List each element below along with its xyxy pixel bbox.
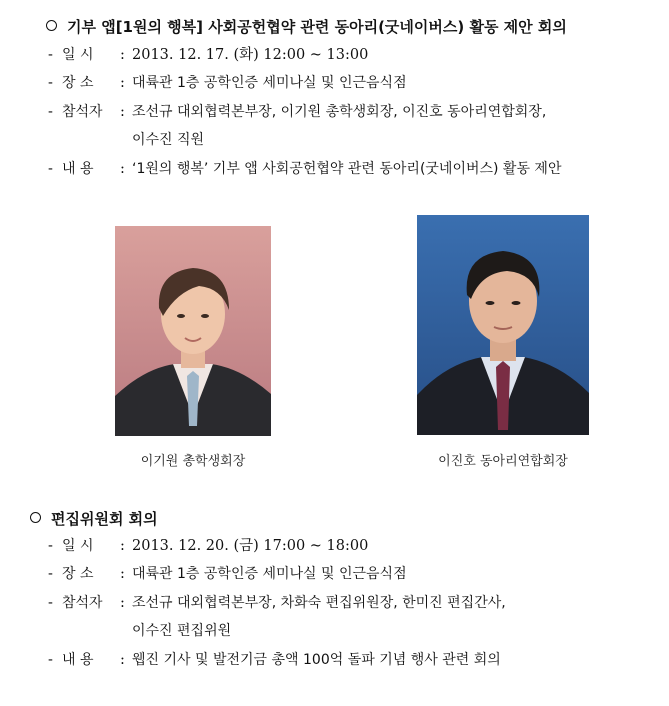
photo-president [115,226,271,436]
meeting2-place-row: - 장 소 : 대륙관 1층 공학인증 세미나실 및 인근음식점 [48,563,407,585]
row-label: 참석자 [62,104,103,120]
row-value: 조선규 대외협력본부장, 이기원 총학생회장, 이진호 동아리연합회장, [132,104,547,120]
meeting2-attendees-row: - 참석자 : 조선규 대외협력본부장, 차화숙 편집위원장, 한미진 편집간사, [48,592,506,614]
row-value: 웹진 기사 및 발전기금 총액 100억 돌파 기념 행사 관련 회의 [132,652,501,668]
bullet-circle-icon [30,512,41,523]
meeting1-date-row: - 일 시 : 2013. 12. 17. (화) 12:00 ~ 13:00 [48,44,368,66]
photo-club-president [417,215,589,435]
row-label: 일 시 [62,538,94,554]
meeting2-title: 편집위원회 회의 [30,508,158,529]
meeting1-title: 기부 앱[1원의 행복] 사회공헌협약 관련 동아리(굿네이버스) 활동 제안 회의 [46,16,567,37]
meeting2-content-row: - 내 용 : 웹진 기사 및 발전기금 총액 100억 돌파 기념 행사 관련 회의 [48,649,501,671]
row-label: 참석자 [62,595,103,611]
bullet-circle-icon [46,20,57,31]
meeting1-attendees-cont: 이수진 직원 [132,132,205,148]
row-value: 대륙관 1층 공학인증 세미나실 및 인근음식점 [132,566,407,582]
row-value: 대륙관 1층 공학인증 세미나실 및 인근음식점 [132,75,407,91]
row-label: 일 시 [62,47,94,63]
row-value: 조선규 대외협력본부장, 차화숙 편집위원장, 한미진 편집간사, [132,595,506,611]
meeting1-place-row: - 장 소 : 대륙관 1층 공학인증 세미나실 및 인근음식점 [48,72,407,94]
row-label: 내 용 [62,161,94,177]
row-label: 내 용 [62,652,94,668]
photo-caption: 이기원 총학생회장 [140,454,246,469]
meeting1-content-row: - 내 용 : ‘1원의 행복’ 기부 앱 사회공헌협약 관련 동아리(굿네이버스) 활동 제안 [48,158,561,180]
row-label: 장 소 [62,75,94,91]
photo-caption: 이진호 동아리연합회장 [438,454,568,469]
row-value: 2013. 12. 20. (금) 17:00 ~ 18:00 [132,538,369,554]
meeting2-attendees-cont: 이수진 편집위원 [132,623,232,639]
row-value: ‘1원의 행복’ 기부 앱 사회공헌협약 관련 동아리(굿네이버스) 활동 제안 [132,161,562,177]
row-value: 2013. 12. 17. (화) 12:00 ~ 13:00 [132,47,369,63]
meeting2-date-row: - 일 시 : 2013. 12. 20. (금) 17:00 ~ 18:00 [48,535,368,557]
row-label: 장 소 [62,566,94,582]
meeting1-attendees-row: - 참석자 : 조선규 대외협력본부장, 이기원 총학생회장, 이진호 동아리연합회장, [48,101,546,123]
